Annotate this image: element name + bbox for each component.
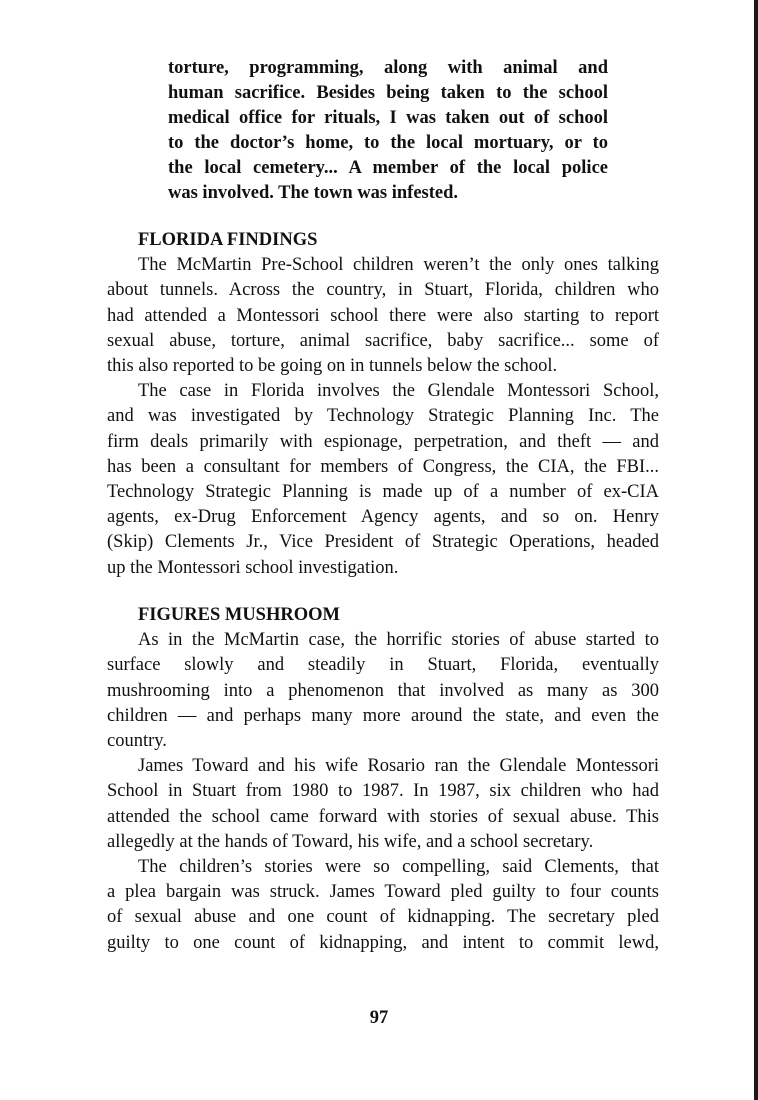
body-line: firm deals primarily with espionage, perpetration, and theft — and xyxy=(107,431,659,452)
page-edge-border xyxy=(754,0,758,1100)
quote-line: torture, programming, along with animal and xyxy=(168,58,608,78)
body-line: of sexual abuse and one count of kidnapping. The secretary pled xyxy=(107,907,659,928)
body-line: guilty to one count of kidnapping, and intent to commit lewd, xyxy=(107,932,659,953)
body-line: sexual abuse, torture, animal sacrifice, baby sacrifice... some of xyxy=(107,330,659,351)
page-number: 97 xyxy=(369,1008,389,1028)
section-florida-findings xyxy=(107,228,659,581)
body-line: As in the McMartin case, the horrific stories of abuse started to xyxy=(138,630,659,651)
body-line: The children’s stories were so compelling, said Clements, that xyxy=(138,857,659,878)
body-line: country. xyxy=(107,731,167,751)
body-line: up the Montessori school investigation. xyxy=(107,557,399,578)
body-line: Technology Strategic Planning is made up of a number of ex-CIA xyxy=(107,482,659,503)
quoted-passage xyxy=(168,56,608,206)
body-line: surface slowly and steadily in Stuart, Florida, eventually xyxy=(107,655,659,676)
quote-line: was involved. The town was infested. xyxy=(168,183,459,203)
section-heading: FLORIDA FINDINGS xyxy=(138,230,318,250)
body-line: children — and perhaps many more around the state, and even the xyxy=(107,705,659,726)
section-figures-mushroom xyxy=(107,603,659,956)
section-heading: FIGURES MUSHROOM xyxy=(138,605,340,625)
body-line: has been a consultant for members of Congress, the CIA, the FBI... xyxy=(107,456,659,477)
body-line: The McMartin Pre-School children weren’t the only ones talking xyxy=(138,255,659,276)
body-line: School in Stuart from 1980 to 1987. In 1987, six children who had xyxy=(107,781,659,802)
quote-line: medical office for rituals, I was taken out of school xyxy=(168,108,608,128)
quote-line: to the doctor’s home, to the local mortuary, or to xyxy=(168,133,608,153)
body-line: allegedly at the hands of Toward, his wife, and a school secretary. xyxy=(107,831,594,852)
quote-line: the local cemetery... A member of the local police xyxy=(168,158,608,178)
body-line: a plea bargain was struck. James Toward pled guilty to four counts xyxy=(107,882,659,903)
body-line: James Toward and his wife Rosario ran the Glendale Montessori xyxy=(138,756,659,777)
body-line: had attended a Montessori school there were also starting to report xyxy=(107,305,659,326)
body-line: and was investigated by Technology Strategic Planning Inc. The xyxy=(107,406,659,427)
body-line: agents, ex-Drug Enforcement Agency agents, and so on. Henry xyxy=(107,507,659,528)
body-line: this also reported to be going on in tunnels below the school. xyxy=(107,356,558,376)
body-line: mushrooming into a phenomenon that involved as many as 300 xyxy=(107,680,659,701)
body-line: (Skip) Clements Jr., Vice President of Strategic Operations, headed xyxy=(107,532,659,553)
body-line: about tunnels. Across the country, in Stuart, Florida, children who xyxy=(107,280,659,301)
quote-line: human sacrifice. Besides being taken to the school xyxy=(168,83,608,103)
body-line: The case in Florida involves the Glendale Montessori School, xyxy=(138,381,659,402)
body-line: attended the school came forward with stories of sexual abuse. This xyxy=(107,806,659,827)
